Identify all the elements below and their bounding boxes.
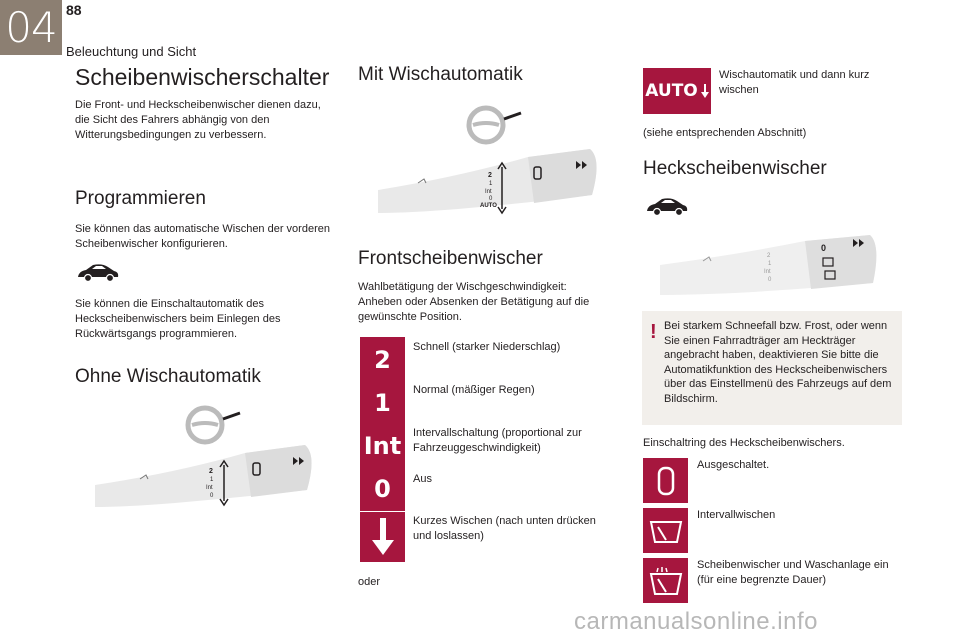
speed-1-icon (360, 380, 405, 425)
heading-frontscheibenwischer: Frontscheibenwischer (358, 248, 543, 269)
ring-title: Einschaltring des Heckscheibenwischers. (643, 437, 845, 449)
chapter-tab: 04 (0, 0, 62, 55)
heading-mit-wischautomatik: Mit Wischautomatik (358, 64, 523, 85)
programmieren-text-2: Sie können die Einschaltautomatik des Heckscheibenwischers beim Einlegen des Rückwärtsgangs programmieren. (75, 298, 281, 340)
auto-stalk-label-int: Int (485, 189, 492, 195)
page-number: 88 (66, 2, 82, 18)
auto-stalk-label-1: 1 (489, 181, 493, 187)
wiper-stalk-auto-illustration (368, 95, 618, 230)
car-icon (76, 262, 120, 284)
front-intro-text: Wahlbetätigung der Wischgeschwindigkeit: Anheben oder Absenken der Betätigung auf die gewünschte Position. (358, 281, 590, 323)
rear-off-label: Ausgeschaltet. (697, 459, 770, 471)
off-ring-icon (643, 458, 688, 503)
rear-stalk-label-0: 0 (768, 277, 772, 283)
rear-ring-label-0: 0 (821, 243, 827, 253)
watermark: carmanualsonline.info (574, 608, 818, 635)
section-title: Beleuchtung und Sicht (66, 44, 197, 59)
auto-label: Wischautomatik und dann kurz wischen (719, 69, 870, 96)
rear-wiper-stalk-illustration (655, 225, 895, 300)
heading-ohne-wischautomatik: Ohne Wischautomatik (75, 366, 261, 387)
warning-icon: ! (650, 321, 657, 343)
stalk-label-0: 0 (210, 493, 214, 499)
page-title: Scheibenwischerschalter (75, 64, 330, 90)
auto-reference-text: (siehe entsprechenden Abschnitt) (643, 127, 807, 139)
auto-icon (643, 68, 711, 114)
heading-heckscheibenwischer: Heckscheibenwischer (643, 158, 827, 179)
interval-glyph: Int (363, 431, 402, 460)
auto-stalk-label-2: 2 (488, 172, 492, 179)
speed-2-glyph: 2 (374, 345, 391, 374)
rear-wash-label: Scheibenwischer und Waschanlage ein (für eine begrenzte Dauer) (697, 559, 889, 586)
warning-box (642, 311, 902, 425)
rear-stalk-label-2: 2 (767, 253, 771, 259)
off-label: Aus (413, 473, 432, 485)
heading-programmieren: Programmieren (75, 188, 206, 209)
auto-stalk-label-0: 0 (489, 196, 493, 202)
interval-label: Intervallschaltung (proportional zur Fahrzeuggeschwindigkeit) (413, 427, 582, 454)
single-wipe-label: Kurzes Wischen (nach unten drücken und loslassen) (413, 515, 596, 542)
rear-interval-label: Intervallwischen (697, 509, 776, 521)
oder-text: oder (358, 576, 381, 588)
programmieren-text-1: Sie können das automatische Wischen der vorderen Scheibenwischer konfigurieren. (75, 223, 330, 250)
speed-2-icon (360, 337, 405, 382)
wiper-stalk-illustration (85, 395, 335, 525)
rear-stalk-label-1: 1 (768, 261, 772, 267)
off-icon (360, 466, 405, 511)
stalk-label-2: 2 (209, 468, 213, 475)
speed-1-glyph: 1 (374, 388, 391, 417)
car-icon-rear (645, 196, 689, 218)
stalk-label-int: Int (206, 485, 213, 491)
rear-wiper-icon (643, 508, 688, 553)
warning-text: Bei starkem Schneefall bzw. Frost, oder wenn Sie einen Fahrradträger am Heckträger angebracht haben, deaktivieren Sie bitte die Automatikfunktion des Heckscheibenwischers über das Einstellmenü des Fahrzeugs auf dem Bildschirm. (664, 320, 892, 405)
auto-stalk-label-auto: AUTO (480, 203, 497, 209)
rear-wash-icon (643, 558, 688, 603)
auto-icon-text: AUTO (645, 81, 698, 101)
interval-icon (360, 423, 405, 468)
rear-stalk-label-int: Int (764, 269, 771, 275)
intro-text: Die Front- und Heckscheibenwischer dienen dazu, die Sicht des Fahrers abhängig von den Witterungsbedingungen zu verbessern. (75, 99, 321, 141)
speed-1-label: Normal (mäßiger Regen) (413, 384, 535, 396)
stalk-label-1: 1 (210, 477, 214, 483)
off-glyph: 0 (374, 474, 391, 503)
speed-2-label: Schnell (starker Niederschlag) (413, 341, 561, 353)
arrow-down-icon (360, 512, 405, 562)
